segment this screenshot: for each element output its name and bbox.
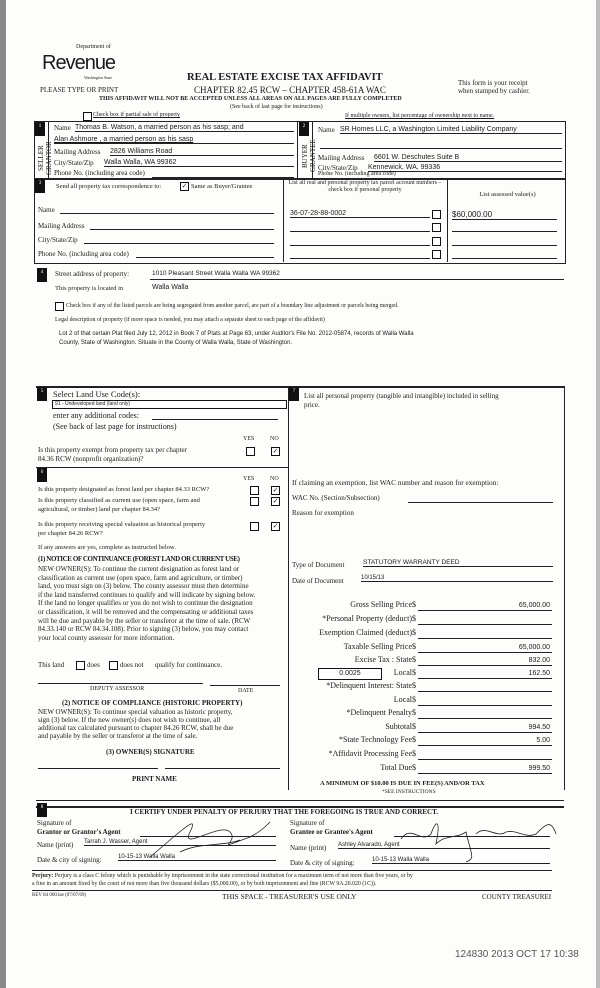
- logo-dept: Department of: [76, 44, 111, 50]
- personal-property-checkbox-2[interactable]: [432, 223, 441, 232]
- section-7-number: 7: [289, 387, 299, 401]
- correspondence-phone-label: Phone No. (including area code): [38, 250, 129, 258]
- seller-city[interactable]: Walla Walla, WA 99362: [104, 159, 294, 167]
- scan-edge: [0, 0, 6, 988]
- grantee-signature-of: Signature of: [290, 819, 325, 827]
- dollar-sign: $: [412, 708, 416, 717]
- seller-city-label: City/State/Zip: [54, 159, 94, 167]
- dollar-sign: $: [412, 681, 416, 690]
- form-title: REAL ESTATE EXCISE TAX AFFIDAVIT: [187, 72, 383, 83]
- tax-row-value[interactable]: [418, 668, 552, 679]
- buyer-city[interactable]: Kennewick, WA, 99336: [368, 164, 562, 172]
- tax-row-label: Gross Selling Price: [350, 600, 412, 609]
- historic-question: Is this property receiving special valuation as historical property: [38, 521, 206, 528]
- dollar-sign: $: [412, 614, 416, 623]
- located-in-label: This property is located in: [55, 285, 124, 292]
- does-not-checkbox[interactable]: [109, 661, 118, 670]
- notice-continuance-title: (1) NOTICE OF CONTINUANCE (FOREST LAND OR CURRENT USE): [38, 555, 240, 563]
- correspondence-name-label: Name: [38, 206, 55, 214]
- land-use-code-select[interactable]: 91 - Undeveloped land (land only): [52, 400, 287, 409]
- dor-logo: [40, 44, 120, 84]
- dollar-sign: $: [412, 695, 416, 704]
- tax-row-amount: 5.00: [536, 737, 550, 744]
- form-revision: REV 84 0001ae (07/07/09): [32, 893, 87, 898]
- dollar-sign: $: [412, 722, 416, 731]
- personal-property-label: List all personal property (tangible and intangible) included in selling: [304, 392, 499, 400]
- grantee-date-label: Date & city of signing:: [290, 859, 355, 867]
- document-date-label: Date of Document: [292, 577, 344, 585]
- certify-statement: I CERTIFY UNDER PENALTY OF PERJURY THAT THE FOREGOING IS TRUE AND CORRECT.: [130, 808, 439, 816]
- exemption-label: If claiming an exemption, list WAC number and reason for exemption:: [292, 478, 499, 487]
- legal-description-2[interactable]: County, State of Washington. Situate in the County of Walla Walla, State of Washington.: [59, 340, 293, 346]
- if-yes-text: If any answers are yes, complete as instructed below.: [38, 544, 176, 551]
- current-use-no[interactable]: ✓: [272, 497, 279, 505]
- yes-header-6: YES: [243, 476, 255, 482]
- tax-row-label: *State Technology Fee: [338, 735, 412, 744]
- send-correspondence-label: Send all property tax correspondence to:: [56, 183, 162, 190]
- seller-grantor-label: SELLER GRANTOR: [37, 141, 53, 175]
- local-rate-field[interactable]: 0.0025: [318, 668, 382, 680]
- see-instructions: *SEE INSTRUCTIONS: [382, 789, 436, 795]
- same-as-buyer-checkbox[interactable]: ✓: [181, 182, 188, 190]
- historic-no[interactable]: ✓: [272, 522, 279, 530]
- current-use-question: Is this property classified as current use (open space, farm and: [38, 497, 200, 504]
- owner-signature-label: (3) OWNER(S) SIGNATURE: [106, 748, 195, 756]
- buyer-name-label: Name: [318, 126, 335, 134]
- tax-row-label: *Delinquent Penalty: [346, 708, 412, 717]
- tax-row-label: Excise Tax : State: [354, 655, 412, 664]
- seller-address-label: Mailing Address: [54, 148, 101, 156]
- parcel-number-1[interactable]: 36-07-28-88-0002: [290, 210, 430, 218]
- partial-sale-label: Check box if partial sale of property: [93, 112, 180, 118]
- grantee-agent-label: Grantee or Grantee's Agent: [290, 828, 373, 836]
- tax-row-amount: 162.50: [528, 670, 550, 677]
- section-1-number: 1: [35, 122, 45, 136]
- treasurer-space: THIS SPACE - TREASURER'S USE ONLY: [222, 892, 357, 901]
- dollar-sign: $: [412, 735, 416, 744]
- section-4-number: 4: [37, 268, 47, 282]
- section-5-number: 5: [37, 387, 47, 401]
- multiple-owners: If multiple owners, list percentage of ownership next to name.: [345, 113, 495, 119]
- document-date[interactable]: 10/15/13: [361, 575, 553, 582]
- logo-state: Washington State: [84, 75, 113, 80]
- legal-description-1[interactable]: Lot 2 of that certain Plat filed July 12, 2012 in Book 7 of Plats at Page 63, under Auditor's File No. 2012-05874, records of Walla Walla: [59, 331, 414, 337]
- wac-label: WAC No. (Section/Subsection): [292, 494, 380, 502]
- personal-property-label-2: price.: [304, 401, 320, 409]
- qualify-label: qualify for continuance.: [155, 661, 223, 669]
- grantee-date[interactable]: 10-15-13 Walla Walla: [372, 857, 550, 864]
- this-land-label: This land: [38, 661, 65, 669]
- segregated-label: Check box if any of the listed parcels are being segregated from another parcel, are part of a boundary line adjustment or parcels being merged.: [66, 303, 399, 309]
- same-as-buyer-label: Same as Buyer/Grantee: [191, 183, 253, 190]
- logo-name: Revenue: [42, 52, 116, 74]
- buyer-name[interactable]: SR Homes LLC, a Washington Limited Liability Company: [340, 126, 562, 134]
- yes-header: YES: [243, 436, 255, 442]
- additional-codes-label: enter any additional codes:: [53, 411, 139, 420]
- personal-property-checkbox-1[interactable]: [432, 210, 441, 219]
- tax-row-label: *Affidavit Processing Fee: [328, 749, 412, 758]
- scan-edge-right: [596, 0, 600, 988]
- grantor-agent-label: Grantor or Grantor's Agent: [37, 828, 121, 836]
- current-use-yes[interactable]: [250, 497, 259, 506]
- deputy-assessor-label: DEPUTY ASSESSOR: [90, 686, 145, 692]
- tax-row-label: Local: [393, 695, 412, 704]
- grantee-name-print-label: Name (print): [290, 844, 327, 852]
- buyer-phone-label: Phone No. (including area code): [318, 171, 396, 177]
- tax-row-amount: 832.00: [528, 657, 550, 664]
- tax-row-label: Exemption Claimed (deduct): [319, 628, 412, 637]
- grantor-name[interactable]: Tarrah J. Wasser, Agent: [84, 839, 276, 846]
- select-land-use-label: Select Land Use Code(s):: [53, 389, 141, 399]
- partial-sale-checkbox[interactable]: [83, 112, 92, 121]
- dollar-sign: $: [412, 655, 416, 664]
- seller-name-2[interactable]: Alan Ashmore , a married person as his sasp: [54, 136, 294, 144]
- tax-row-value[interactable]: [418, 735, 552, 746]
- date-label: DATE: [238, 688, 254, 694]
- tax-row-value[interactable]: [418, 681, 552, 692]
- dollar-sign: $: [412, 600, 416, 609]
- does-not-label: does not: [120, 661, 144, 669]
- dollar-sign: $: [412, 668, 416, 677]
- tax-row-amount: 994.50: [528, 724, 550, 731]
- dollar-sign: $: [412, 628, 416, 637]
- perjury-line-2: a fine in an amount fixed by the court of not more than five thousand dollars ($5,000.00), or by both imprisonment and fine (RCW 9A.20.020 (1C)).: [32, 881, 377, 887]
- tax-row-value[interactable]: [418, 749, 552, 760]
- tax-row-value[interactable]: [418, 600, 552, 611]
- nonprofit-no[interactable]: ✓: [272, 447, 279, 455]
- grantor-name-print-label: Name (print): [37, 841, 74, 849]
- section-2-number: 2: [299, 122, 309, 136]
- correspondence-address-label: Mailing Address: [38, 222, 85, 230]
- legal-description-label: Legal description of property (if more space is needed, you may attach a separate sheet to each page of the affidavit): [55, 317, 325, 323]
- tax-row-label: *Personal Property (deduct): [322, 614, 412, 623]
- correspondence-city-label: City/State/Zip: [38, 236, 78, 244]
- located-in[interactable]: Walla Walla: [152, 284, 189, 291]
- notice-compliance-title: (2) NOTICE OF COMPLIANCE (HISTORIC PROPERTY): [62, 699, 243, 707]
- does-checkbox[interactable]: [76, 661, 85, 670]
- minimum-due: A MINIMUM OF $10.00 IS DUE IN FEE(S) AND/OR TAX: [320, 780, 485, 787]
- see-back: (See back of last page for instructions): [230, 104, 323, 110]
- forest-question: Is this property designated as forest land per chapter 84.33 RCW?: [38, 486, 210, 493]
- nonprofit-yes[interactable]: [246, 447, 255, 456]
- forest-yes[interactable]: [250, 486, 259, 495]
- nonprofit-question: Is this property exempt from property tax per chapter: [38, 446, 187, 454]
- buyer-grantee-label: BUYER GRANTEE: [301, 139, 317, 173]
- county-treasurer: COUNTY TREASUREI: [482, 893, 552, 901]
- tax-row-amount: 65,000.00: [518, 602, 550, 609]
- receipt-2: when stamped by cashier.: [458, 87, 530, 95]
- buyer-address[interactable]: 6601 W. Deschutes Suite B: [374, 154, 562, 162]
- dollar-sign: $: [412, 749, 416, 758]
- sec5-see-back: (See back of last page for instructions): [53, 422, 177, 431]
- current-use-question-2: agricultural, or timber) land per chapter 84.34?: [38, 506, 161, 513]
- grantor-date[interactable]: 10-15-13 Walla Walla: [118, 854, 276, 861]
- warning: THIS AFFIDAVIT WILL NOT BE ACCEPTED UNLESS ALL AREAS ON ALL PAGES ARE FULLY COMPLETED: [99, 96, 402, 102]
- tax-row-label: *Delinquent Interest: State: [326, 681, 412, 690]
- print-name-label: PRINT NAME: [132, 775, 177, 783]
- section-6-number: 6: [37, 468, 47, 482]
- nonprofit-question-2: 84.36 RCW (nonprofit organization)?: [38, 455, 144, 463]
- seller-address[interactable]: 2826 Williams Road: [110, 148, 294, 156]
- section-3-number: 3: [35, 179, 45, 193]
- tax-row-value[interactable]: [418, 614, 552, 625]
- dollar-sign: $: [412, 642, 416, 651]
- historic-yes[interactable]: [250, 522, 259, 531]
- tax-row-label: Local: [393, 668, 412, 677]
- tax-row-value[interactable]: [418, 708, 552, 719]
- receipt-1: This form is your receipt: [458, 79, 528, 87]
- notice-continuance-text: NEW OWNER(S): To continue the current designation as forest land or classification as current use (open space, farm and agriculture, or timber) land, you must sign on (3) below. The county assessor must then determine if the land transferred continues to qualify and will indicate by signing below. If the land no longer qualifies or you do not wish to continue the designation or classification, it will be removed and the compensating or additional taxes will be due and payable by the seller or transferor at the time of sale. (RCW 84.33.140 or RCW 84.34.108). Prior to signing (3) below, you may contact your local county assessor for more information.: [38, 565, 256, 642]
- tax-row-value[interactable]: [418, 763, 552, 774]
- tax-row-label: Total Due: [380, 763, 412, 772]
- personal-property-checkbox-3[interactable]: [432, 237, 441, 246]
- notice-compliance-text: NEW OWNER(S): To continue special valuation as historic property, sign (3) below. If the new owner(s) does not wish to continue, all additional tax calculated pursuant to chapter 84.26 RCW, shall be due and payable by the seller or transferor at the time of sale.: [38, 708, 234, 740]
- no-header: NO: [270, 436, 279, 442]
- street-address-label: Street address of property:: [55, 270, 130, 278]
- grantor-date-label: Date & city of signing:: [37, 856, 102, 864]
- seller-name-1[interactable]: Thomas B. Watson, a married person as his sasp; and: [75, 124, 294, 132]
- please-type: PLEASE TYPE OR PRINT: [40, 86, 119, 94]
- no-header-6: NO: [270, 476, 279, 482]
- tax-row-value[interactable]: [418, 642, 552, 653]
- tax-row-label: Taxable Selling Price: [343, 642, 412, 651]
- forest-no[interactable]: ✓: [272, 486, 279, 494]
- grantee-name[interactable]: Ashley Alvarado, Agent: [338, 842, 550, 849]
- tax-row-amount: 999.50: [528, 765, 550, 772]
- tax-row-value[interactable]: [418, 628, 552, 639]
- chapter: CHAPTER 82.45 RCW – CHAPTER 458-61A WAC: [194, 85, 386, 95]
- segregated-checkbox[interactable]: [55, 302, 64, 311]
- grantor-signature-of: Signature of: [37, 819, 72, 827]
- street-address[interactable]: 1010 Pleasant Street Walla Walla WA 99362: [152, 270, 280, 277]
- personal-property-checkbox-4[interactable]: [432, 250, 441, 259]
- perjury-line-1: Perjury: Perjury is a class C felony which is punishable by imprisonment in the state correctional institution for a maximum term of not more than five years, or by: [32, 873, 413, 879]
- tax-row-value[interactable]: [418, 655, 552, 666]
- tax-row-label: Subtotal: [385, 722, 412, 731]
- buyer-address-label: Mailing Address: [318, 154, 365, 162]
- historic-question-2: per chapter 84.26 RCW?: [38, 530, 103, 537]
- document-type[interactable]: STATUTORY WARRANTY DEED: [363, 559, 553, 567]
- tax-row-amount: 65,000.00: [518, 644, 550, 651]
- buyer-city-label: City/State/Zip: [318, 164, 358, 172]
- document-type-label: Type of Document: [292, 561, 345, 569]
- tax-row-value[interactable]: [418, 695, 552, 706]
- cashier-stamp: 124830 2013 OCT 17 10:38: [455, 949, 579, 960]
- tax-row-value[interactable]: [418, 722, 552, 733]
- dollar-sign: $: [412, 763, 416, 772]
- does-label: does: [87, 661, 100, 669]
- assessed-value-1[interactable]: $60,000.00: [452, 210, 557, 220]
- assessed-header: List assessed value(s): [479, 191, 536, 198]
- seller-name-label: Name: [54, 124, 71, 132]
- section-8-number: 8: [37, 803, 47, 817]
- seller-phone-label: Phone No. (including area code): [54, 169, 145, 177]
- parcel-header: List all real and personal property tax parcel account numbers – check box if personal property: [288, 180, 442, 193]
- reason-label: Reason for exemption: [292, 509, 354, 517]
